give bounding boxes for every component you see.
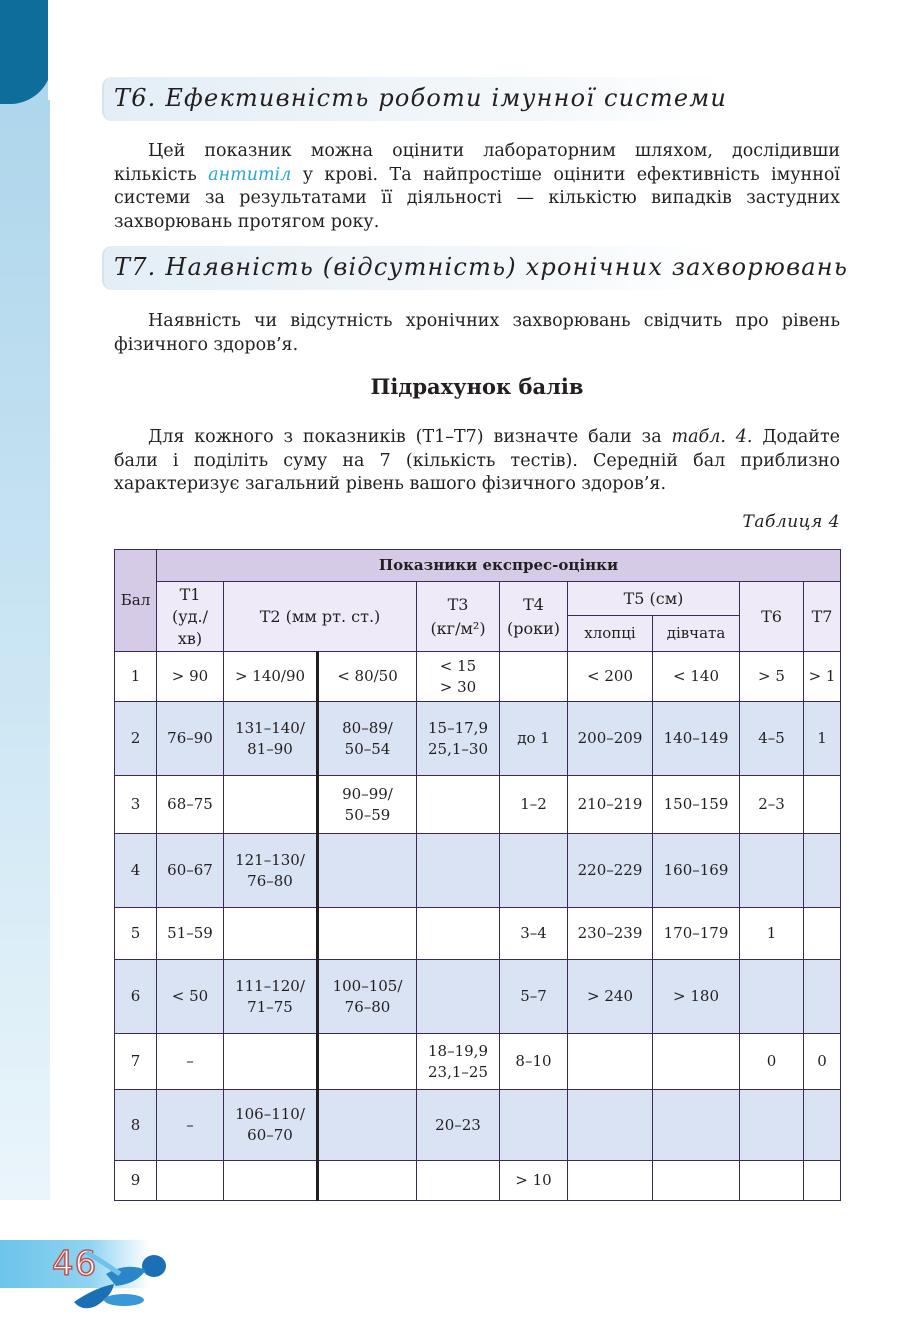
- cell-t6: [740, 776, 804, 834]
- cell-value: 4: [130, 861, 141, 879]
- cell-t2-a: [224, 834, 318, 908]
- cell-t5-girls: [653, 652, 740, 702]
- cell-t6: [740, 908, 804, 960]
- table-row: [115, 652, 841, 702]
- antibodies-term: антитіл: [208, 164, 292, 185]
- cell-value: 140–149: [663, 729, 729, 747]
- header-group: Показники експрес-оцінки: [157, 550, 841, 582]
- cell-value: > 1: [808, 667, 836, 685]
- header-t5-girls: дівчата: [653, 616, 740, 652]
- cell-t2-b: [318, 834, 417, 908]
- header-t4-unit: (роки): [506, 618, 561, 638]
- cell-t2-a: [224, 702, 318, 776]
- cell-t5-girls: [653, 1034, 740, 1090]
- table-row: [115, 960, 841, 1034]
- cell-t5-girls: [653, 908, 740, 960]
- cell-value: –: [186, 1052, 194, 1070]
- paragraph-scoring: [114, 426, 840, 497]
- cell-value: 23,1–25: [428, 1062, 488, 1081]
- cell-value: 51–59: [167, 924, 213, 942]
- cell-value: < 140: [673, 667, 719, 685]
- cell-value: > 180: [673, 987, 719, 1005]
- table-caption: Таблиця 4: [742, 512, 840, 532]
- cell-t6: [740, 652, 804, 702]
- paragraph-scoring-start: Для кожного з показників (Т1–Т7) визначте бали за: [148, 427, 672, 447]
- cell-t5-boys: [568, 834, 653, 908]
- cell-t4: [500, 1161, 568, 1201]
- cell-t7: [804, 702, 841, 776]
- cell-value: < 80/50: [337, 667, 398, 685]
- cell-value: < 15: [439, 656, 477, 675]
- cell-t5-boys: [568, 960, 653, 1034]
- cell-t6: [740, 702, 804, 776]
- cell-value: 25,1–30: [428, 739, 488, 758]
- cell-t2-a: [224, 1161, 318, 1201]
- cell-value: 2–3: [758, 795, 785, 813]
- cell-bal: [115, 960, 157, 1034]
- cell-value: 90–99/: [342, 784, 393, 803]
- cell-t5-boys: [568, 776, 653, 834]
- cell-t3: [417, 908, 500, 960]
- cell-t5-boys: [568, 702, 653, 776]
- cell-t7: [804, 1034, 841, 1090]
- cell-t2-b: [318, 652, 417, 702]
- cell-value: 20–23: [435, 1115, 481, 1134]
- cell-t4: [500, 834, 568, 908]
- cell-value: –: [186, 1115, 194, 1134]
- header-t1-name: Т1: [179, 584, 201, 604]
- cell-value: 15–17,9: [428, 718, 488, 737]
- cell-bal: [115, 908, 157, 960]
- section-title: Підрахунок балів: [370, 374, 584, 399]
- cell-value: 76–80: [247, 871, 293, 890]
- header-t5-boys: хлопці: [568, 616, 653, 652]
- cell-t5-girls: [653, 776, 740, 834]
- cell-t3: [417, 1090, 500, 1161]
- cell-t1: [157, 1034, 224, 1090]
- cell-t5-girls: [653, 1161, 740, 1201]
- cell-t3: [417, 1034, 500, 1090]
- header-t1-unit: (уд./: [172, 606, 208, 626]
- cell-bal: [115, 702, 157, 776]
- cell-t1: [157, 1090, 224, 1161]
- table-reference: табл. 4.: [671, 427, 753, 447]
- cell-value: > 90: [171, 667, 209, 685]
- cell-value: 160–169: [663, 861, 729, 879]
- cell-t2-a: [224, 652, 318, 702]
- cell-value: 50–54: [344, 739, 391, 758]
- cell-t6: [740, 1090, 804, 1161]
- cell-value: 220–229: [577, 861, 643, 879]
- cell-bal: [115, 1090, 157, 1161]
- cell-value: 1: [817, 729, 827, 747]
- cell-t7: [804, 908, 841, 960]
- cell-t5-boys: [568, 1090, 653, 1161]
- cell-t7: [804, 652, 841, 702]
- running-figure-icon: [66, 1244, 176, 1316]
- cell-value: 6: [130, 987, 141, 1005]
- table-row: [115, 776, 841, 834]
- header-bal: Бал: [115, 550, 157, 652]
- cell-t4: [500, 1090, 568, 1161]
- cell-value: 71–75: [247, 997, 293, 1016]
- cell-t2-b: [318, 1161, 417, 1201]
- cell-t7: [804, 1090, 841, 1161]
- table-row: [115, 1161, 841, 1201]
- cell-value: 1: [766, 924, 777, 942]
- cell-t1: [157, 834, 224, 908]
- cell-t7: [804, 1161, 841, 1201]
- cell-value: > 5: [758, 667, 785, 685]
- cell-bal: [115, 1034, 157, 1090]
- cell-value: 121–130/: [235, 850, 305, 869]
- header-t4-name: Т4: [523, 594, 544, 614]
- cell-value: < 50: [171, 987, 209, 1005]
- header-t1: [157, 582, 224, 652]
- cell-t2-b: [318, 1034, 417, 1090]
- cell-value: 5: [130, 924, 141, 942]
- cell-value: 230–239: [577, 924, 643, 942]
- cell-t5-girls: [653, 702, 740, 776]
- paragraph-immune-end: у крові. Та найпростіше оцінити ефективність імунної системи за результатами її діяльності — кількістю випадків застудних захворювань протягом року.: [114, 164, 840, 232]
- cell-value: 150–159: [663, 795, 729, 813]
- heading-t7: Т7. Наявність (відсутність) хронічних захворювань: [114, 253, 849, 281]
- paragraph-immune: [114, 140, 840, 234]
- cell-t1: [157, 652, 224, 702]
- header-t7: Т7: [804, 582, 841, 652]
- cell-value: 200–209: [577, 729, 643, 747]
- header-t3: [417, 582, 500, 652]
- side-decorative-strip: [0, 0, 50, 1200]
- cell-t2-a: [224, 1090, 318, 1161]
- cell-bal: [115, 776, 157, 834]
- cell-t2-a: [224, 960, 318, 1034]
- cell-t2-b: [318, 1090, 417, 1161]
- cell-value: 131–140/: [235, 718, 305, 737]
- table-row: [115, 702, 841, 776]
- cell-value: 170–179: [663, 924, 729, 942]
- cell-t6: [740, 960, 804, 1034]
- cell-t2-b: [318, 776, 417, 834]
- table-row: [115, 1090, 841, 1161]
- cell-value: 18–19,9: [428, 1041, 488, 1060]
- paragraph-chronic: [114, 310, 840, 357]
- cell-value: 1–2: [520, 795, 547, 813]
- table-row: [115, 908, 841, 960]
- cell-t7: [804, 960, 841, 1034]
- cell-value: 8–10: [515, 1052, 552, 1070]
- cell-t2-b: [318, 960, 417, 1034]
- paragraph-chronic-text: Наявність чи відсутність хронічних захворювань свідчить про рівень фізичного здоров’я.: [114, 311, 840, 355]
- score-table: [114, 549, 841, 1201]
- cell-t3: [417, 834, 500, 908]
- cell-t3: [417, 702, 500, 776]
- cell-value: 9: [130, 1171, 141, 1189]
- cell-t2-a: [224, 776, 318, 834]
- cell-value: 100–105/: [332, 976, 403, 995]
- cell-t2-b: [318, 908, 417, 960]
- cell-t4: [500, 652, 568, 702]
- cell-value: > 30: [439, 677, 477, 696]
- cell-bal: [115, 652, 157, 702]
- cell-t2-b: [318, 702, 417, 776]
- cell-t5-boys: [568, 1161, 653, 1201]
- cell-t6: [740, 1161, 804, 1201]
- header-t2: Т2 (мм рт. ст.): [224, 582, 417, 652]
- heading-t6: Т6. Ефективність роботи імунної системи: [114, 84, 728, 112]
- cell-value: 3: [130, 795, 141, 813]
- table-row: [115, 1034, 841, 1090]
- cell-value: 3–4: [520, 924, 547, 942]
- cell-value: 106–110/: [235, 1105, 305, 1123]
- cell-t1: [157, 702, 224, 776]
- header-t3-name: Т3: [447, 594, 469, 614]
- cell-t5-boys: [568, 652, 653, 702]
- cell-t6: [740, 1034, 804, 1090]
- cell-t3: [417, 776, 500, 834]
- cell-t7: [804, 834, 841, 908]
- cell-t3: [417, 652, 500, 702]
- header-t3-unit: (кг/м²): [430, 618, 486, 638]
- cell-t4: [500, 702, 568, 776]
- cell-value: 80–89/: [342, 718, 393, 737]
- cell-value: 0: [766, 1052, 777, 1070]
- cell-t7: [804, 776, 841, 834]
- header-t5: Т5 (см): [568, 582, 740, 616]
- cell-value: 210–219: [577, 795, 643, 813]
- cell-bal: [115, 834, 157, 908]
- cell-value: < 200: [587, 667, 633, 685]
- cell-t6: [740, 834, 804, 908]
- cell-t4: [500, 1034, 568, 1090]
- cell-t1: [157, 1161, 224, 1201]
- cell-t1: [157, 776, 224, 834]
- cell-value: до 1: [517, 729, 550, 747]
- cell-bal: [115, 1161, 157, 1201]
- table-row: [115, 834, 841, 908]
- cell-t4: [500, 776, 568, 834]
- header-t4: [500, 582, 568, 652]
- cell-value: 76–90: [167, 729, 213, 747]
- cell-value: 2: [130, 729, 141, 747]
- cell-value: 0: [817, 1052, 827, 1070]
- page-number: 46: [52, 1244, 98, 1284]
- cell-value: 68–75: [167, 795, 213, 813]
- cell-value: 5–7: [520, 987, 547, 1005]
- cell-t5-girls: [653, 834, 740, 908]
- cell-value: 1: [130, 667, 141, 685]
- cell-t3: [417, 1161, 500, 1201]
- cell-value: 60–70: [247, 1126, 293, 1144]
- cell-t5-girls: [653, 1090, 740, 1161]
- cell-value: 76–80: [344, 997, 391, 1016]
- cell-t1: [157, 908, 224, 960]
- cell-value: 111–120/: [235, 976, 305, 995]
- cell-t4: [500, 908, 568, 960]
- cell-t5-girls: [653, 960, 740, 1034]
- cell-t2-a: [224, 908, 318, 960]
- cell-value: > 10: [515, 1171, 552, 1189]
- cell-t5-boys: [568, 908, 653, 960]
- table-body: [115, 652, 841, 1201]
- cell-t1: [157, 960, 224, 1034]
- cell-value: 7: [130, 1052, 141, 1070]
- cell-t3: [417, 960, 500, 1034]
- header-t1-unit-end: хв): [177, 628, 203, 648]
- cell-value: > 240: [587, 987, 633, 1005]
- paragraph-scoring-end: Додайте бали і поділіть суму на 7 (кількість тестів). Середній бал приблизно характеризує загальний рівень вашого фізичного здоров’я.: [114, 427, 840, 494]
- cell-value: 4–5: [758, 729, 785, 747]
- cell-value: 50–59: [344, 805, 391, 824]
- header-t6: Т6: [740, 582, 804, 652]
- cell-value: 8: [130, 1115, 141, 1134]
- cell-t4: [500, 960, 568, 1034]
- cell-t5-boys: [568, 1034, 653, 1090]
- cell-value: 60–67: [167, 861, 213, 879]
- paragraph-immune-start: Цей показник можна оцінити лабораторним шляхом, дослідивши кількість: [114, 141, 840, 185]
- cell-t2-a: [224, 1034, 318, 1090]
- cell-value: > 140/90: [234, 667, 306, 685]
- cell-value: 81–90: [247, 739, 293, 758]
